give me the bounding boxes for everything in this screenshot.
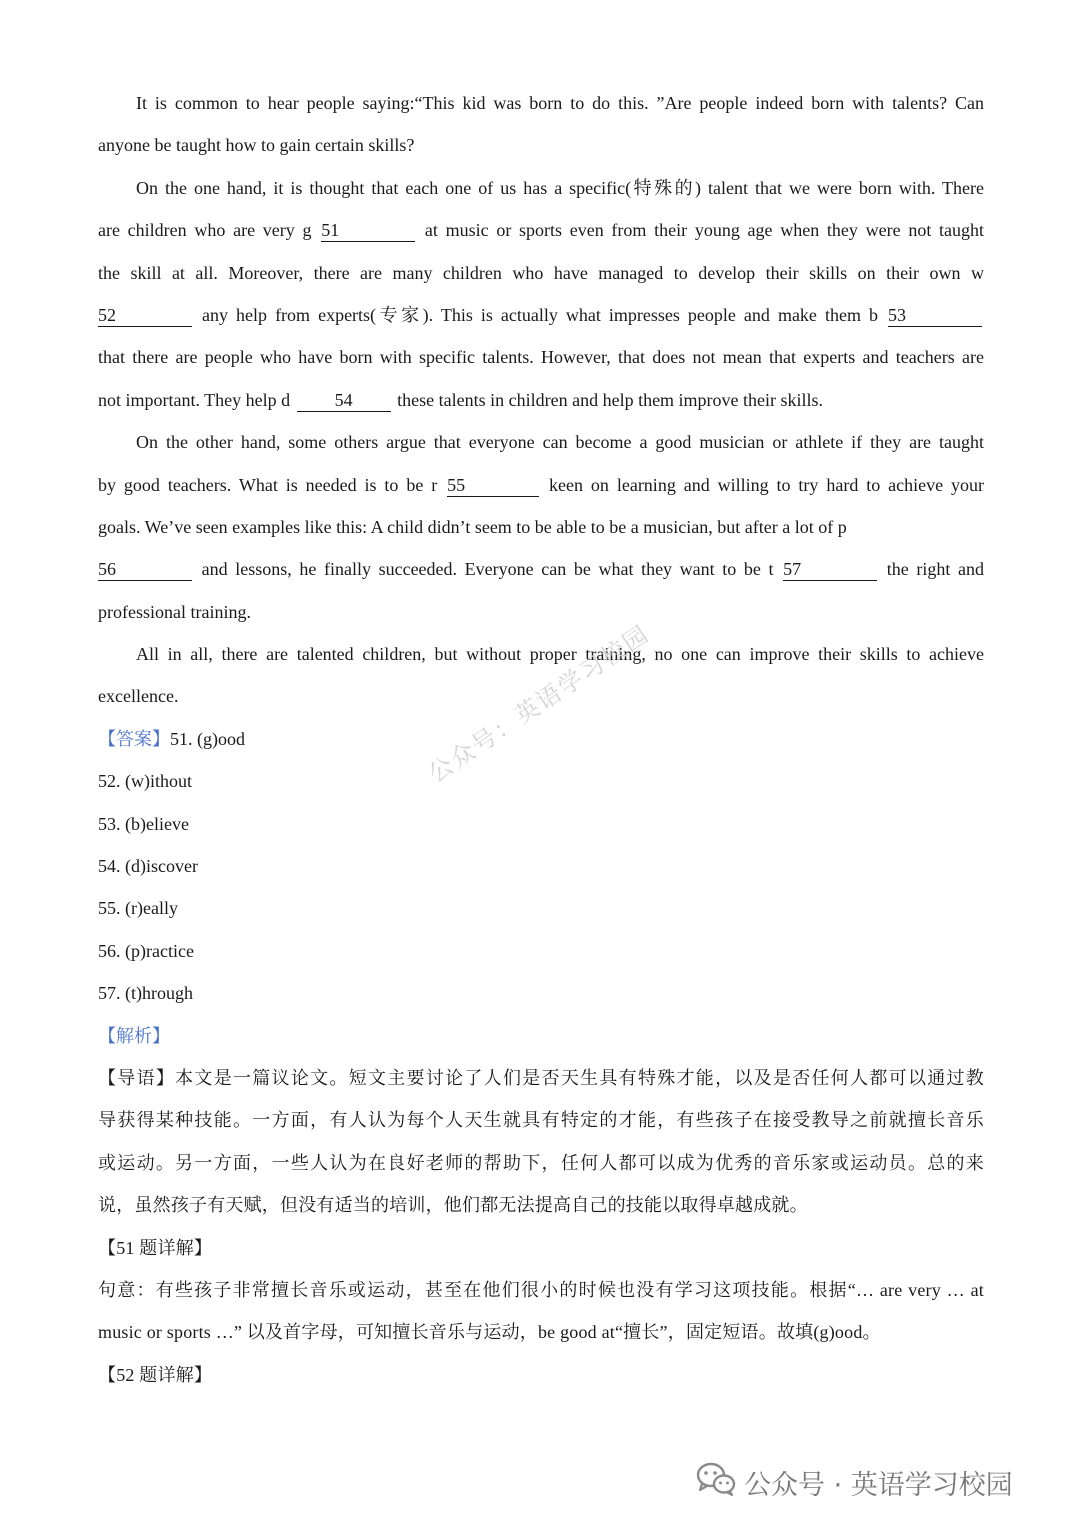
passage-text: On the other hand, some others argue that everyone can become a good musician or athlete if they are taught: [136, 432, 984, 453]
passage-text: excellence.: [98, 686, 179, 707]
answer-line: [98, 845, 984, 887]
passage-text: keen on learning and willing to try hard to achieve your: [549, 474, 984, 495]
wechat-icon: [696, 1462, 736, 1503]
answer-line: [98, 887, 984, 929]
guide-line: [98, 1057, 984, 1099]
passage-text: goals. We’ve seen examples like this: A child didn’t seem to be able to be a musician, but after a lot of p: [98, 516, 847, 537]
blank-53: 53: [888, 304, 982, 327]
passage-text: that there are people who have born with specific talents. However, that does not mean that experts and teachers are: [98, 347, 984, 368]
passage-text: are children who are very g: [98, 220, 312, 241]
guide-text: 【导语】本文是一篇议论文。短文主要讨论了人们是否天生具有特殊才能，以及是否任何人都可以通过教: [98, 1067, 984, 1088]
watermark: 公众号：英语学习校园: [423, 619, 655, 789]
passage-line: [98, 124, 984, 166]
q51-text: 句意：有些孩子非常擅长音乐或运动，甚至在他们很小的时候也没有学习这项技能。根据“… are very … at: [98, 1279, 984, 1300]
passage-text: not important. They help d: [98, 389, 291, 410]
answer-item: 52. (w)ithout: [98, 771, 192, 792]
answer-item: 57. (t)hrough: [98, 983, 193, 1004]
passage-text: the skill at all. Moreover, there are many children who have managed to develop their skills on their own w: [98, 262, 984, 283]
answer-item: 53. (b)elieve: [98, 813, 189, 834]
blank-52: 52: [98, 304, 192, 327]
guide-text: 或运动。另一方面，一些人认为在良好老师的帮助下，任何人都可以成为优秀的音乐家或运动员。总的来: [98, 1152, 984, 1173]
passage-text: and lessons, he finally succeeded. Everyone can be what they want to be t: [201, 559, 774, 580]
document-page: [98, 82, 984, 1396]
answer-line: [98, 930, 984, 972]
answer-item: 51. (g)ood: [170, 728, 245, 749]
passage-line: [98, 591, 984, 633]
q51-heading: [98, 1227, 984, 1269]
q52-heading: [98, 1354, 984, 1396]
passage-text: anyone be taught how to gain certain skills?: [98, 135, 415, 156]
answer-item: 55. (r)eally: [98, 898, 178, 919]
passage-line: [98, 336, 984, 378]
passage-text: by good teachers. What is needed is to be r: [98, 474, 438, 495]
analysis-label: 【解析】: [98, 1025, 170, 1046]
answer-line: [98, 718, 984, 760]
guide-text: 导获得某种技能。一方面，有人认为每个人天生就具有特定的才能，有些孩子在接受教导之前就擅长音乐: [98, 1110, 984, 1131]
answer-label: 【答案】: [98, 728, 170, 749]
passage-line: [98, 209, 984, 251]
passage-line: [98, 82, 984, 124]
blank-57: 57: [783, 558, 877, 581]
passage-line: [98, 548, 984, 590]
blank-51: 51: [321, 219, 415, 242]
passage-text: All in all, there are talented children, but without proper training, no one can improve their skills to achieve: [136, 644, 984, 665]
passage-line: [98, 506, 984, 548]
q51-line: [98, 1269, 984, 1311]
guide-line: [98, 1142, 984, 1184]
answer-line: [98, 760, 984, 802]
passage-line: [98, 167, 984, 209]
answer-item: 56. (p)ractice: [98, 940, 194, 961]
passage-text: any help from experts(专家). This is actually what impresses people and make them b: [202, 304, 878, 325]
blank-54: 54: [297, 389, 391, 412]
analysis-heading: [98, 1015, 984, 1057]
passage-text: professional training.: [98, 601, 251, 622]
footer: [696, 1462, 1013, 1503]
passage-text: It is common to hear people saying:“This kid was born to do this. ”Are people indeed born with talents? Can: [136, 93, 984, 113]
q51-label: 【51 题详解】: [98, 1237, 213, 1258]
answer-item: 54. (d)iscover: [98, 856, 198, 877]
passage-text: these talents in children and help them improve their skills.: [397, 389, 824, 410]
blank-55: 55: [447, 474, 539, 497]
passage-text: at music or sports even from their young age when they were not taught: [424, 220, 985, 241]
passage-text: On the one hand, it is thought that each one of us has a specific(特殊的) talent that we were born with. There: [136, 177, 984, 198]
q51-line: [98, 1311, 984, 1353]
passage-line: [98, 294, 984, 336]
passage-text: the right and: [886, 559, 984, 580]
q52-label: 【52 题详解】: [98, 1364, 213, 1385]
guide-line: [98, 1099, 984, 1141]
passage-line: [98, 633, 984, 675]
guide-line: [98, 1184, 984, 1226]
passage-line: [98, 464, 984, 506]
answer-line: [98, 972, 984, 1014]
blank-56: 56: [98, 558, 192, 581]
guide-text: 说，虽然孩子有天赋，但没有适当的培训，他们都无法提高自己的技能以取得卓越成就。: [98, 1195, 808, 1216]
passage-line: [98, 421, 984, 463]
answer-line: [98, 803, 984, 845]
footer-account-name: 公众号 · 英语学习校园: [744, 1470, 1013, 1501]
q51-text: music or sports …” 以及首字母，可知擅长音乐与运动，be good at“擅长”，固定短语。故填(g)ood。: [98, 1322, 881, 1343]
passage-line: [98, 252, 984, 294]
passage-line: [98, 379, 984, 421]
